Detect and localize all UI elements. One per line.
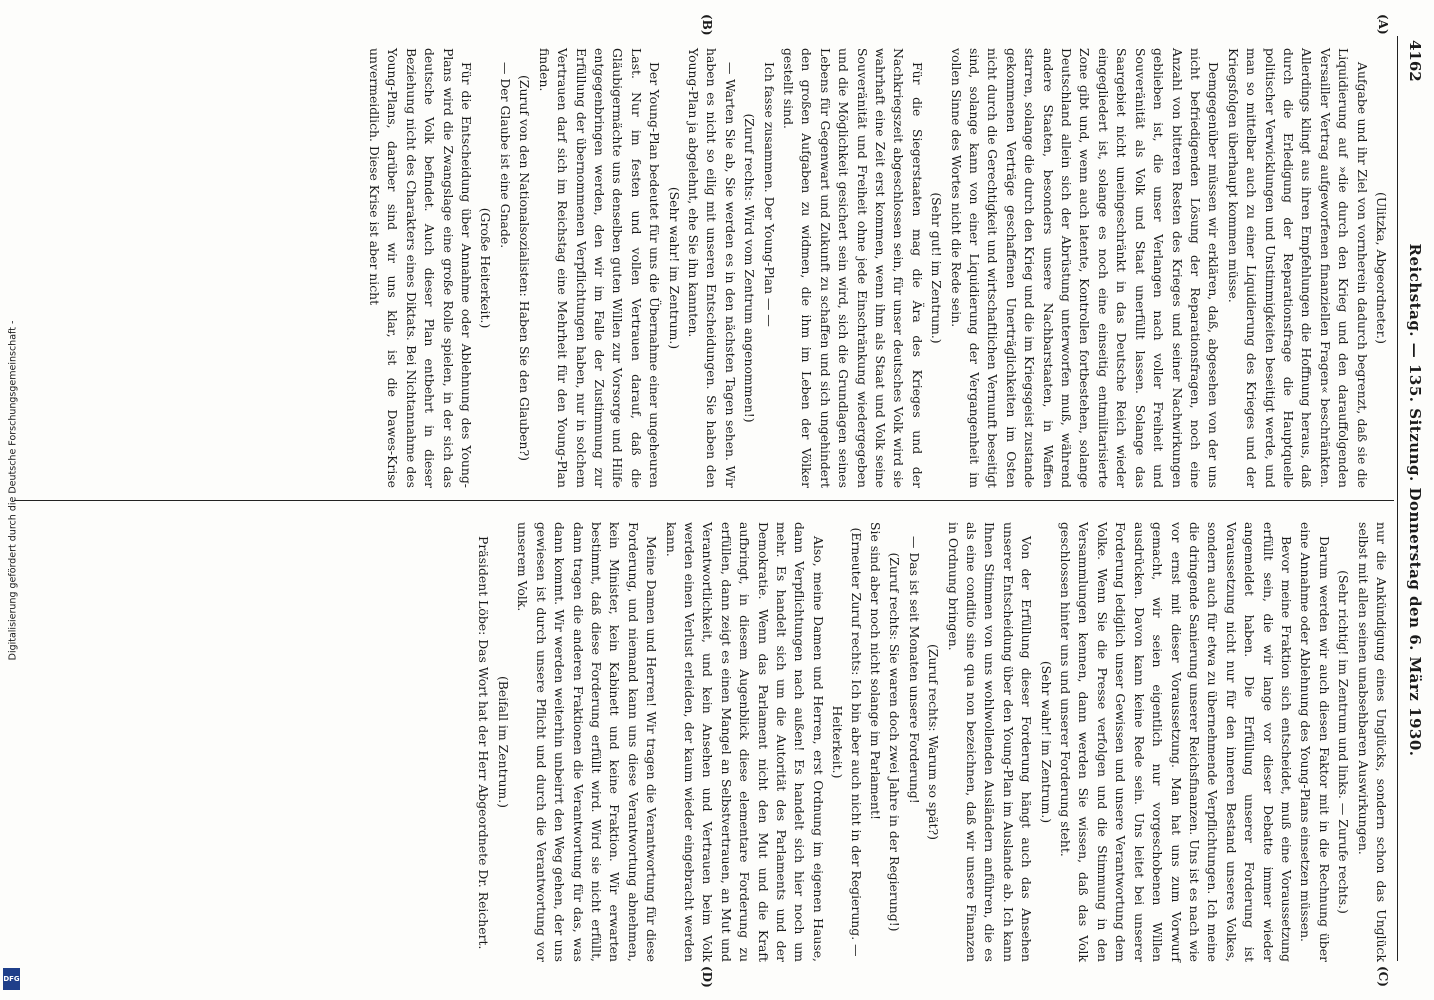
paragraph: Aufgabe und ihr Ziel von vornherein dadurch begrenzt, daß sie die Liquidierung auf »die durch den Krieg und den darauffolgenden Versailler Vertrag aufgeworfenen finanziellen Fragen« beschränkten. Allerdings klingt aus ihren Empfehlungen die Hoffnung heraus, daß durch die Erledigung der Reparationsfrage die Hauptquelle politischer Verwicklungen und Unstimmigkeiten beseitigt werde, und man so mittelbar auch zu einer Liquidierung des Krieges und der Kriegsfolgen überhaupt kommen müsse. — [1225, 48, 1370, 488]
paragraph: (Sehr gut! im Zentrum.) — [929, 192, 945, 344]
paragraph: Darum werden wir auch diesen Faktor mit in die Rechnung über eine Annahme oder Ablehnung des Young-Plans einsetzen müssen. — [1298, 522, 1332, 962]
digitization-footer — [0, 0, 24, 1000]
paragraph: (Zuruf von den Nationalsozialisten: Haben Sie den Glauben?) — [517, 75, 533, 461]
paragraph: Ich fasse zusammen. Der Young-Plan — — — [761, 62, 777, 327]
margin-marker-a: (A) — [1376, 14, 1390, 35]
margin-marker-d: (D) — [700, 966, 714, 988]
paragraph: (Sehr wahr! im Zentrum.) — [666, 186, 682, 350]
paragraph: (Sehr richtig! im Zentrum und links. — Zurufe rechts.) — [1336, 570, 1352, 914]
paragraph: (Beifall im Zentrum.) — [495, 675, 511, 809]
paragraph: — Warten Sie ab, Sie werden es in den nächsten Tagen sehen. Wir haben es nicht so eilig mit unseren Entscheidungen. Sie haben den Young-Plan ja abgelehnt, ehe Sie ihn kannten. — [685, 48, 738, 488]
column-separator — [14, 500, 1394, 501]
paragraph: (Ulitzka, Abgeordneter.) — [1374, 192, 1389, 344]
paragraph: Präsident Löbe: Das Wort hat der Herr Abgeordnete Dr. Reichert. — [476, 536, 492, 950]
paragraph: Demgegenüber müssen wir erklären, daß, abgesehen von der uns nicht befriedigenden Lösung der Reparationsfragen, noch eine Anzahl von bitteren Resten des Krieges und seiner Nachwirkungen geblieben ist, die unser Verlangen nach voller Freiheit und Souveränität als Volk und Staat unerfüllt lassen. Solange das Saargebiet nicht uneingeschränkt in das Deutsche Reich wieder eingegliedert ist, solange es noch eine einseitig entmilitarisierte Zone gibt und, wenn auch latente, Kontrollen fortbestehen, solange Deutschland allein sich der Abrüstung unterworfen muß, während andere Staaten, besonders unsere Nachbarstaaten, in Waffen starren, solange die durch den Krieg und die im Kriegsgeist zustande gekommenen Verträge geschaffenen Unerträglichkeiten im Osten nicht durch die Gerechtigkeit und wirtschaftlichen Vernunft beseitigt sind, solange kann von einer Liquidierung der Vergangenheit im vollen Sinne des Wortes nicht die Rede sein. — [948, 48, 1222, 488]
margin-marker-c: (C) — [1376, 966, 1390, 987]
margin-marker-b: (B) — [700, 14, 714, 36]
paragraph: Also, meine Damen und Herren, erst Ordnung im eigenen Hause, dann Verpflichtungen nach außen! Es handelt sich hier noch um mehr. Es handelt sich um die Autorität des Parlaments und der Demokratie. Wenn das Parlament nicht den Mut und die Kraft aufbringt, in diesem Augenblick diese elementare Forderung zu erfüllen, dann zeigt es einen Mangel an Selbstvertrauen, an Mut und Verantwortlichkeit, und kein Ansehen und Vertrauen beim Volk werden einen Verlust erleiden, der kaum wieder eingebracht werden kann. — [663, 522, 826, 962]
paragraph: (Sehr wahr! im Zentrum.) — [1038, 660, 1054, 824]
right-text-column — [473, 522, 1390, 962]
page-header — [1398, 0, 1428, 1000]
page-number: 4162 — [1406, 40, 1424, 82]
paragraph: Bevor meine Fraktion sich entscheidet, muß eine Voraussetzung erfüllt sein, die wir lange vor dieser Debatte immer wieder angemeldet haben. Die Erfüllung unserer Forderung ist Voraussetzung nicht nur für den inneren Bestand unseres Volkes, sondern auch für etwa zu übernehmende Verpflichtungen. Ich meine die dringende Sanierung unserer Reichsfinanzen. Uns ist es nach wie vor ernst mit dieser Voraussetzung. Man hat uns zum Vorwurf gemacht, wir seien eigentlich nur vorgeschobenen Willen ausdrücken. Davon kann keine Rede sein. Uns leitet bei unserer Forderung lediglich unser Gewissen und unsere Verantwortung dem Volke. Wenn Sie die Presse verfolgen und die Stimmung in den Versammlungen kennen, dann werden Sie wissen, daß das Volk geschlossen hinter uns und unserer Forderung steht. — [1058, 522, 1294, 962]
paragraph: nur die Ankündigung eines Unglücks, sondern schon das Unglück selbst mit allen seinen unabsehbaren Auswirkungen. — [1355, 522, 1389, 962]
paragraph: (Zuruf rechts: Sie waren doch zwei Jahre in der Regierung!) — [887, 552, 903, 932]
paragraph: — Der Glaube ist eine Gnade. — [497, 62, 513, 249]
header-rule — [1397, 36, 1398, 961]
paragraph: (Zuruf rechts: Wird vom Zentrum angenommen!) — [742, 113, 758, 423]
paragraph: Für die Siegerstaaten mag die Ära des Krieges und der Nachkriegszeit abgeschlossen sein, für unser deutsches Volk wird sie wahrhaft eine Zeit erst kommen, wenn ihm als Staat und Volk seine Souveränität und Freiheit ohne jede Einschränkung wiedergegeben und die Möglichkeit gesichert sein wird, sich die Grundlagen seines Lebens für Gegenwart und Zukunft zu schaffen und sich ungehindert den großen Aufgaben zu widmen, die ihm im Leben der Völker gestellt sind. — [781, 48, 925, 488]
paragraph: Von der Erfüllung dieser Forderung hängt auch das Ansehen unserer Entscheidung über den Young-Plan im Auslande ab. Ich kann Ihnen Stimmen von uns wohlwollenden Ausländern anführen, die es als eine conditio sine qua non bezeichnen, daß wir unsere Finanzen in Ordnung bringen. — [945, 522, 1035, 962]
footer-credit: Digitalisierung gefördert durch die Deutsche Forschungsgemeinschaft - — [7, 320, 19, 661]
paragraph: (Erneuter Zuruf rechts: Ich bin aber auch nicht in der Regierung. — Heiterkeit.) — [830, 527, 864, 957]
paragraph: Sie sind aber noch nicht solange im Parlament! — [868, 522, 884, 820]
paragraph: Der Young-Plan bedeutet für uns die Übernahme einer ungeheuren Last. Nur im festen und vollen Vertrauen darauf, daß die Gläubigermächte uns denselben guten Willen zur Vorsorge und Hilfe entgegenbringen werden, den wir im Falle der Zustimmung zur Erfüllung der übernommenen Verpflichtungen haben, nur in solchem Vertrauen darf sich im Reichstag eine Mehrheit für den Young-Plan finden. — [536, 48, 663, 488]
paragraph: Meine Damen und Herren! Wir tragen die Verantwortung für diese Forderung, und niemand kann uns diese Verantwortung abnehmen, kein Minister, kein Kabinett und keine Fraktion. Wir erwarten bestimmt, daß diese Forderung erfüllt wird. Wird sie nicht erfüllt, dann tragen die anderen Fraktionen die Verantwortung für das, was dann kommt. Wir werden weiterhin unbeirrt den Weg gehen, der uns gewiesen ist durch unsere Pflicht und durch die Verantwortung vor unserem Volk. — [515, 522, 660, 962]
left-text-column — [364, 48, 1390, 488]
dfg-logo: DFG — [3, 968, 20, 990]
paragraph: (Zuruf rechts: Warum so spät?) — [926, 643, 942, 840]
paragraph: Für die Entscheidung über Annahme oder Ablehnung des Young-Plans wird die Zwangslage eine große Rolle spielen, in der sich das deutsche Volk befindet. Auch dieser Plan entbehrt in dieser Beziehung nicht des Charakters eines Diktats. Bei Nichtannahme des Young-Plans, darüber sind wir uns klar, ist die Dawes-Krise unvermeidlich. Diese Krise ist aber nicht — [367, 48, 475, 488]
page-title: Reichstag. — 135. Sitzung. Donnerstag den 6. März 1930. — [1406, 243, 1424, 757]
paragraph: — Das ist seit Monaten unsere Forderung! — [906, 536, 922, 804]
paragraph: (Große Heiterkeit.) — [478, 207, 494, 329]
